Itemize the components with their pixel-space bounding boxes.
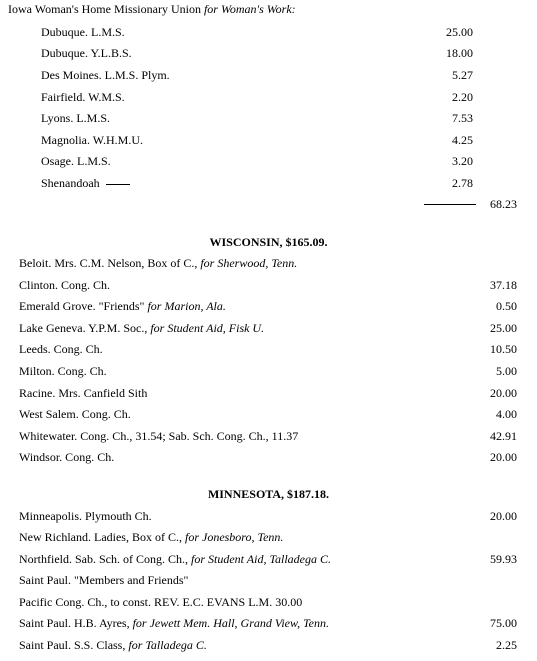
iowa-row-label: Lyons. L.M.S. bbox=[41, 111, 111, 125]
iowa-row-label: Dubuque. Y.L.B.S. bbox=[41, 46, 132, 60]
minnesota-row-amount: 20.00 bbox=[490, 509, 517, 523]
wisconsin-row-amount: 37.18 bbox=[490, 278, 517, 292]
iowa-row-amount: 4.25 bbox=[452, 133, 473, 147]
wisconsin-row-amount: 0.50 bbox=[496, 299, 517, 313]
iowa-row-label: Fairfield. W.M.S. bbox=[41, 90, 125, 104]
iowa-row-amount: 18.00 bbox=[446, 46, 473, 60]
wisconsin-row-amount: 4.00 bbox=[496, 407, 517, 421]
wisconsin-row-label: Windsor. Cong. Ch. bbox=[19, 450, 115, 464]
iowa-row-label: Osage. L.M.S. bbox=[41, 154, 111, 168]
wisconsin-row-label: Emerald Grove. "Friends" for Marion, Ala. bbox=[19, 299, 226, 313]
wisconsin-row-label: Lake Geneva. Y.P.M. Soc., for Student Aid, Fisk U. bbox=[19, 321, 265, 335]
minnesota-row-amount: 75.00 bbox=[490, 616, 517, 630]
wisconsin-row-label: Beloit. Mrs. C.M. Nelson, Box of C., for Sherwood, Tenn. bbox=[19, 256, 298, 270]
iowa-row-amount: 7.53 bbox=[452, 111, 473, 125]
wisconsin-row-amount: 20.00 bbox=[490, 386, 517, 400]
iowa-total: 68.23 bbox=[490, 197, 517, 211]
iowa-row-label: Shenandoah bbox=[41, 176, 100, 190]
iowa-header-text: Iowa Woman's Home Missionary Union bbox=[8, 2, 204, 16]
wisconsin-row-amount: 42.91 bbox=[490, 429, 517, 443]
iowa-row-amount: 2.20 bbox=[452, 90, 473, 104]
minnesota-row-label: Pacific Cong. Ch., to const. REV. E.C. EVANS L.M. 30.00 bbox=[19, 595, 303, 609]
wisconsin-heading: WISCONSIN, $165.09. bbox=[209, 235, 328, 249]
wisconsin-row-label: West Salem. Cong. Ch. bbox=[19, 407, 131, 421]
wisconsin-row-label: Milton. Cong. Ch. bbox=[19, 364, 107, 378]
iowa-row-amount: 5.27 bbox=[452, 68, 473, 82]
wisconsin-row-amount: 5.00 bbox=[496, 364, 517, 378]
minnesota-row-amount: 59.93 bbox=[490, 552, 517, 566]
iowa-row-amount: 25.00 bbox=[446, 25, 473, 39]
iowa-header bbox=[8, 2, 296, 16]
wisconsin-row-amount: 25.00 bbox=[490, 321, 517, 335]
iowa-row-amount: 3.20 bbox=[452, 154, 473, 168]
minnesota-row-label: Saint Paul. S.S. Class, for Talladega C. bbox=[19, 638, 207, 652]
wisconsin-row-amount: 10.50 bbox=[490, 342, 517, 356]
minnesota-row-label: Minneapolis. Plymouth Ch. bbox=[19, 509, 152, 523]
iowa-row-label: Des Moines. L.M.S. Plym. bbox=[41, 68, 170, 82]
iowa-row-label-shenandoah bbox=[41, 176, 130, 190]
wisconsin-row-label: Whitewater. Cong. Ch., 31.54; Sab. Sch. Cong. Ch., 11.37 bbox=[19, 429, 299, 443]
wisconsin-row-label: Clinton. Cong. Ch. bbox=[19, 278, 111, 292]
minnesota-row-label: Saint Paul. "Members and Friends" bbox=[19, 573, 189, 587]
minnesota-row-label: New Richland. Ladies, Box of C., for Jonesboro, Tenn. bbox=[19, 530, 284, 544]
iowa-row-label: Dubuque. L.M.S. bbox=[41, 25, 125, 39]
wisconsin-row-label: Racine. Mrs. Canfield Sith bbox=[19, 386, 148, 400]
wisconsin-row-amount: 20.00 bbox=[490, 450, 517, 464]
minnesota-row-label: Northfield. Sab. Sch. of Cong. Ch., for Student Aid, Talladega C. bbox=[19, 552, 332, 566]
minnesota-row-amount: 2.25 bbox=[496, 638, 517, 652]
minnesota-row-label: Saint Paul. H.B. Ayres, for Jewett Mem. Hall, Grand View, Tenn. bbox=[19, 616, 330, 630]
iowa-row-amount: 2.78 bbox=[452, 176, 473, 190]
iowa-row-label: Magnolia. W.H.M.U. bbox=[41, 133, 143, 147]
minnesota-heading: MINNESOTA, $187.18. bbox=[207, 487, 330, 501]
iowa-header-italic: for Woman's Work: bbox=[203, 2, 296, 16]
subtotal-rule bbox=[424, 204, 476, 205]
wisconsin-row-label: Leeds. Cong. Ch. bbox=[19, 342, 103, 356]
leader-dash bbox=[106, 184, 130, 185]
